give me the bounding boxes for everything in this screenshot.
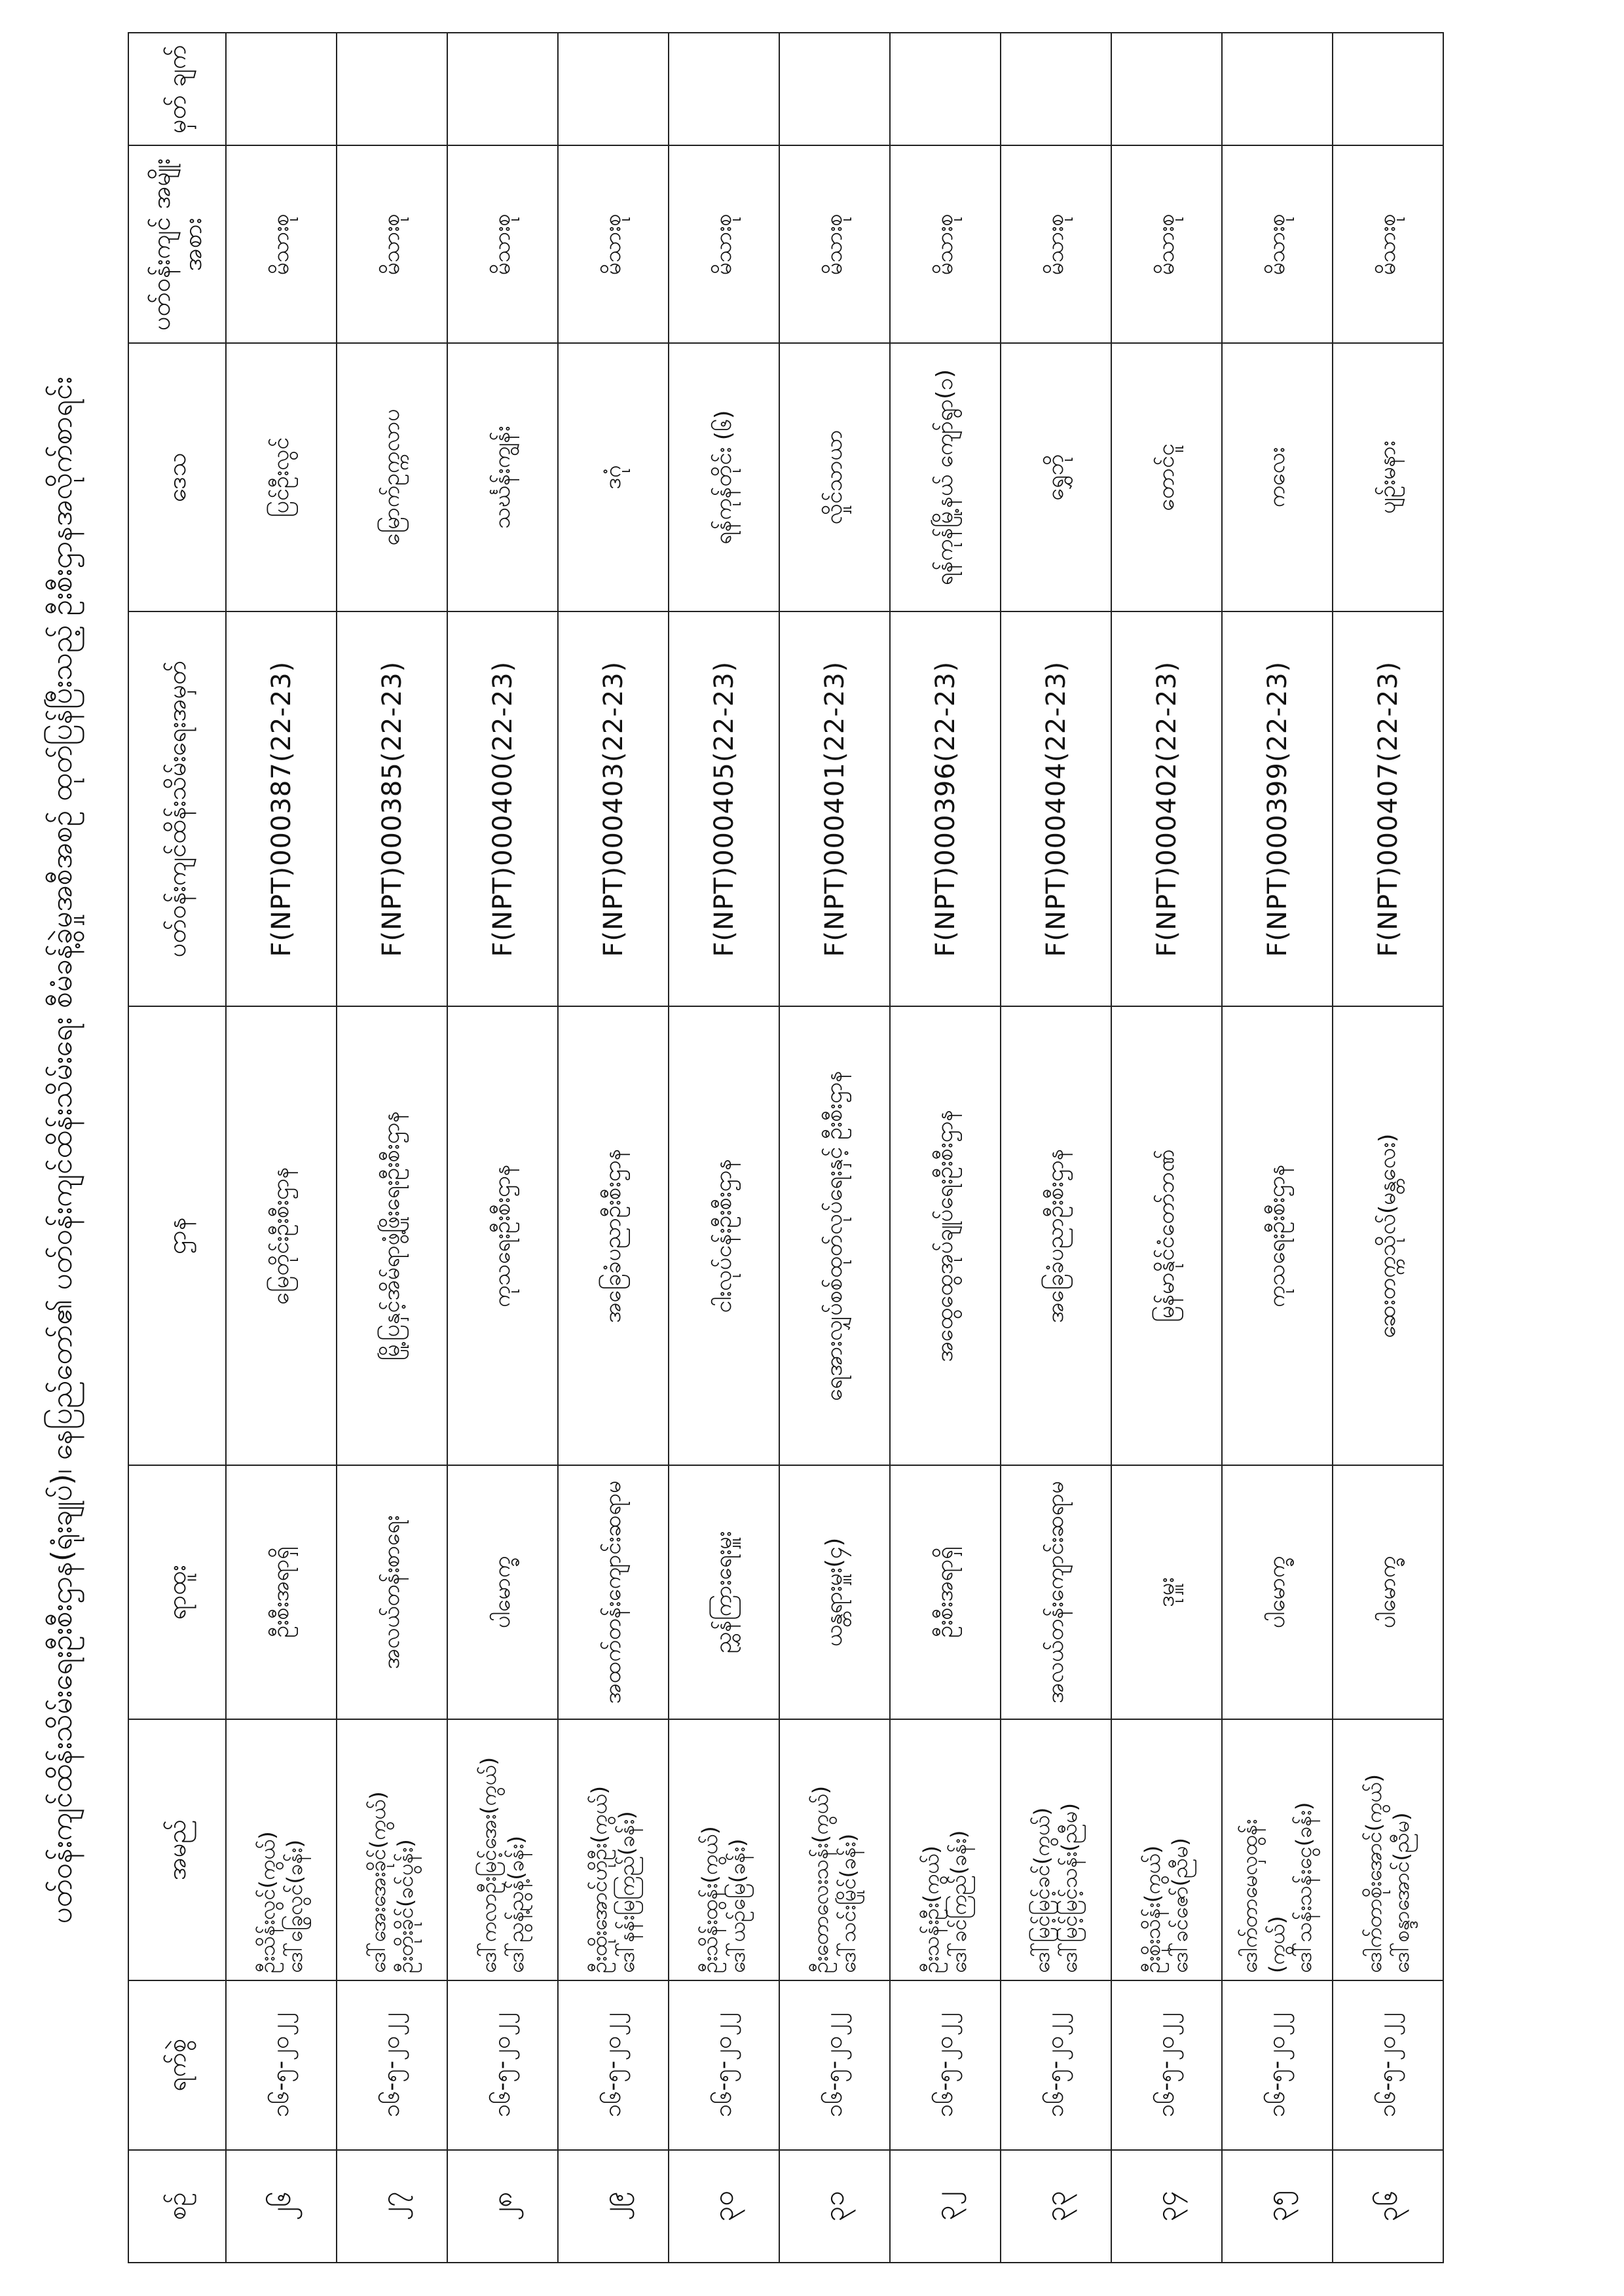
location-cell: မြေတိုင်းဦးစီးဌာန bbox=[226, 1006, 337, 1465]
code-cell: F(NPT)000401(22-23) bbox=[779, 611, 890, 1007]
row-number-cell: ၃၂ bbox=[890, 2150, 1001, 2263]
category-cell: ပါမောက္ခ bbox=[1333, 1465, 1443, 1719]
names-cell bbox=[669, 1719, 779, 1980]
name-line: ဒေါ်နန်းမြကြည်(ခန်း) bbox=[614, 1811, 639, 1973]
category-cell: ယန္တရားမှူး(၄) bbox=[779, 1465, 890, 1719]
date-cell: ၁၆-၅-၂၀၂၂ bbox=[1333, 1980, 1443, 2150]
names-cell bbox=[779, 1719, 890, 1980]
date-cell: ၁၆-၅-၂၀၂၂ bbox=[337, 1980, 447, 2150]
name-line: ဒေါက်တာမေလှထွန်း bbox=[1237, 1819, 1263, 1973]
name-line: ဒေါ်ခင်ဇော်(ညီမ) bbox=[1167, 1838, 1192, 1973]
location-cell: ငါးလုပ်ငန်းဦးစီးဌာန bbox=[669, 1006, 779, 1465]
table-row bbox=[779, 33, 890, 2263]
names-cell bbox=[890, 1719, 1001, 1980]
location-cell: အခြေခံပညာဦးစီးဌာန bbox=[1001, 1006, 1111, 1465]
name-line: ဦးသိန်းလွင်(ကွယ်) bbox=[254, 1831, 280, 1973]
status-cell: မိသားစု bbox=[447, 146, 558, 344]
table-row bbox=[1222, 33, 1333, 2263]
location-cell: ကုသရေးဦးစီးဌာန bbox=[447, 1006, 558, 1465]
location-cell: ရေအားလျှပ်စစ်ထုတ်လုပ်ရေးနှင့် ဦးစီးဌာန bbox=[779, 1006, 890, 1465]
row-number-cell: ၃၄ bbox=[1111, 2150, 1222, 2263]
date-cell: ၁၆-၅-၂၀၂၂ bbox=[447, 1980, 558, 2150]
township-cell: ကလေး bbox=[1222, 343, 1333, 611]
date-cell: ၁၆-၅-၂၀၂၂ bbox=[779, 1980, 890, 2150]
name-line: (ကွယ်) bbox=[1264, 1916, 1289, 1973]
table-row bbox=[447, 33, 558, 2263]
name-line: ဒေါ်ခြွေလွင်(ခန်း) bbox=[282, 1839, 307, 1973]
table-header-row bbox=[128, 33, 226, 2263]
location-cell: အထွေထွေအုပ်ချုပ်ရေးဦးစီးဌာန bbox=[890, 1006, 1001, 1465]
status-cell: မိသားစု bbox=[1333, 146, 1443, 344]
row-number-cell: ၃၁ bbox=[779, 2150, 890, 2263]
category-cell: အလယ်တန်းစာရေး bbox=[337, 1465, 447, 1719]
township-cell: လှိုင်သာယာ bbox=[779, 343, 890, 611]
row-number-cell: ၃၃ bbox=[1001, 2150, 1111, 2263]
remark-cell bbox=[1333, 33, 1443, 146]
location-cell: မြန်မာနိုင်ငံတော်ဘဏ် bbox=[1111, 1006, 1222, 1465]
status-cell: မိသားစု bbox=[890, 146, 1001, 344]
category-cell: ပါမောက္ခ bbox=[447, 1465, 558, 1719]
remark-cell bbox=[447, 33, 558, 146]
township-cell: ရွှေဘို bbox=[1001, 343, 1111, 611]
name-line: ဒေါ်ယဉ်မြေ(ခန်း) bbox=[724, 1838, 750, 1973]
name-line: ဒေါ်သင်းမြိုင်(ခန်း) bbox=[835, 1833, 860, 1973]
remark-cell bbox=[337, 33, 447, 146]
remark-cell bbox=[779, 33, 890, 146]
code-cell: F(NPT)000405(22-23) bbox=[669, 611, 779, 1007]
status-cell: မိသားစု bbox=[1222, 146, 1333, 344]
township-cell: ပြင်ဦးလွင် bbox=[226, 343, 337, 611]
header-category: ရာထူး bbox=[128, 1465, 226, 1719]
table-row bbox=[890, 33, 1001, 2263]
names-cell bbox=[1222, 1719, 1333, 1980]
name-line: ဒေါ်ခင်ကြည်(ခန်း) bbox=[946, 1830, 971, 1973]
category-cell: ညွှန်ကြားရေးမှူး bbox=[669, 1465, 779, 1719]
table-row bbox=[1333, 33, 1443, 2263]
name-line: ဒေါ်မြင့်မြင့်ခင်(ကွယ်) bbox=[1029, 1807, 1054, 1973]
header-date: ရက်စွဲ bbox=[128, 1980, 226, 2150]
remark-cell bbox=[1001, 33, 1111, 146]
status-cell: မိသားစု bbox=[558, 146, 669, 344]
header-location: ဌာန bbox=[128, 1006, 226, 1465]
date-cell: ၁၆-၅-၂၀၂၂ bbox=[558, 1980, 669, 2150]
table-row bbox=[1001, 33, 1111, 2263]
remark-cell bbox=[558, 33, 669, 146]
township-cell: သင်္ဃန်းကျွန်း bbox=[447, 343, 558, 611]
date-cell: ၁၆-၅-၂၀၂၂ bbox=[1222, 1980, 1333, 2150]
code-cell: F(NPT)000399(22-23) bbox=[1222, 611, 1333, 1007]
names-cell bbox=[1333, 1719, 1443, 1980]
remark-cell bbox=[226, 33, 337, 146]
remark-cell bbox=[669, 33, 779, 146]
name-line: ဒေါ်အေးအေးခိုင်(ကွယ်) bbox=[365, 1791, 390, 1973]
name-line: ဒေါက်တာစိုးအောင်(ကွယ်) bbox=[1361, 1774, 1386, 1973]
code-cell: F(NPT)000404(22-23) bbox=[1001, 611, 1111, 1007]
name-line: ဒေါ်မြင့်မြင့်သန်း(ညီမ) bbox=[1056, 1803, 1082, 1973]
date-cell: ၁၆-၅-၂၀၂၂ bbox=[669, 1980, 779, 2150]
date-cell: ၁၆-၅-၂၀၂၂ bbox=[226, 1980, 337, 2150]
township-cell: တောင်ငူ bbox=[1111, 343, 1222, 611]
township-cell: ရန်ကုန်မြို့နယ် ကျော်ရွာ(၁) bbox=[890, 343, 1001, 611]
names-cell bbox=[337, 1719, 447, 1980]
row-number-cell: ၂၇ bbox=[337, 2150, 447, 2263]
code-cell: F(NPT)000400(22-23) bbox=[447, 611, 558, 1007]
names-cell bbox=[447, 1719, 558, 1980]
document-title: ပတ်ဝန်းကျင်ထိန်းသိမ်းရေးဦးစီးဌာန(ရုံးချုပ်)၊ နေပြည်တော်၏ ပတ်ဝန်းကျင်ထိန်းသိမ်းရေး စီမံခန့်ခွဲမှုအစီအစဉ် ထုတ်ပြန်ပြီးသည့် ဦးစီးဌာနအလိုက်စာရင်း bbox=[45, 376, 79, 1924]
table-row bbox=[337, 33, 447, 2263]
table-row bbox=[669, 33, 779, 2263]
name-line: ဦးသိန်းထွန်း(ကွယ်) bbox=[697, 1826, 722, 1973]
location-cell: မြို့ပြနှင့်အိမ်ရာဖွံ့ဖြိုးရေးဦးစီးဌာန bbox=[337, 1006, 447, 1465]
location-cell: ကုသရေးဦးစီးဌာန bbox=[1222, 1006, 1333, 1465]
names-cell bbox=[1111, 1719, 1222, 1980]
location-cell: အခြေခံပညာဦးစီးဌာန bbox=[558, 1006, 669, 1465]
header-status: ပတ်ဝန်းကျင် အမျိုးအစား bbox=[128, 146, 226, 344]
status-cell: မိသားစု bbox=[226, 146, 337, 344]
category-cell: ဒုမှူး bbox=[1111, 1465, 1222, 1719]
code-cell: F(NPT)000402(22-23) bbox=[1111, 611, 1222, 1007]
names-cell bbox=[226, 1719, 337, 1980]
status-cell: မိသားစု bbox=[779, 146, 890, 344]
location-cell: ဆေးတက္ကသိုလ်(မန္တလေး) bbox=[1333, 1006, 1443, 1465]
status-cell: မိသားစု bbox=[1111, 146, 1222, 344]
township-cell: ရန်ကုန်တိုင်း (၆) bbox=[669, 343, 779, 611]
names-cell bbox=[1001, 1719, 1111, 1980]
name-line: ဒေါ်ကလာဦးမြင့်အေး(ကွယ်) bbox=[475, 1757, 501, 1973]
remark-cell bbox=[890, 33, 1001, 146]
township-cell: ပျဉ်းမနား bbox=[1333, 343, 1443, 611]
names-cell bbox=[558, 1719, 669, 1980]
date-cell: ၁၆-၅-၂၀၂၂ bbox=[1111, 1980, 1222, 2150]
code-cell: F(NPT)000387(22-23) bbox=[226, 611, 337, 1007]
row-number-cell: ၂၉ bbox=[558, 2150, 669, 2263]
status-cell: မိသားစု bbox=[1001, 146, 1111, 344]
category-cell: ဦးစီးအရာရှိ bbox=[226, 1465, 337, 1719]
header-township: ဒေသ bbox=[128, 343, 226, 611]
name-line: ဒေါ်ညွန့်ညွန့်(ခန်း) bbox=[503, 1835, 528, 1973]
table-row bbox=[226, 33, 337, 2263]
name-line: ဦးစိုးသိန်း(ကွယ်) bbox=[1139, 1845, 1165, 1973]
township-cell: မြောက်ဥက္ကလာပ bbox=[337, 343, 447, 611]
row-number-cell: ၂၈ bbox=[447, 2150, 558, 2263]
status-cell: မိသားစု bbox=[337, 146, 447, 344]
name-line: ဦးတောလေးသန်း(ကွယ်) bbox=[807, 1785, 833, 1973]
name-line: ဒေါ်သန်းသန်းငွေ(ခန်း) bbox=[1291, 1802, 1317, 1973]
remark-cell bbox=[1222, 33, 1333, 146]
header-remark: မှတ် ချက် bbox=[128, 33, 226, 146]
category-cell: အလယ်တန်းကျောင်းဆရာမ bbox=[1001, 1465, 1111, 1719]
header-names: အမည် bbox=[128, 1719, 226, 1980]
status-cell: မိသားစု bbox=[669, 146, 779, 344]
row-number-cell: ၃၀ bbox=[669, 2150, 779, 2263]
name-line: ဦးတိုးခိုင်(ခင်ပွန်း) bbox=[392, 1839, 418, 1973]
row-number-cell: ၃၆ bbox=[1333, 2150, 1443, 2263]
header-code: ပတ်ဝန်းကျင်ထိန်းသိမ်းရေးအမှတ် bbox=[128, 611, 226, 1007]
code-cell: F(NPT)000407(22-23) bbox=[1333, 611, 1443, 1007]
table-row bbox=[558, 33, 669, 2263]
header-no: စဉ် bbox=[128, 2150, 226, 2263]
category-cell: ပါမောက္ခ bbox=[1222, 1465, 1333, 1719]
code-cell: F(NPT)000403(22-23) bbox=[558, 611, 669, 1007]
name-line: ဦးသန်းဦး(ကွယ်) bbox=[918, 1846, 944, 1973]
code-cell: F(NPT)000385(22-23) bbox=[337, 611, 447, 1007]
code-cell: F(NPT)000396(22-23) bbox=[890, 611, 1001, 1007]
table-row bbox=[1111, 33, 1222, 2263]
table-body bbox=[226, 33, 1443, 2263]
row-number-cell: ၃၅ bbox=[1222, 2150, 1333, 2263]
category-cell: အထက်တန်းကျောင်းဆရာမ bbox=[558, 1465, 669, 1719]
name-line: ဒေါ်စန္ဒာအောင်(ညီမ) bbox=[1388, 1812, 1414, 1973]
remark-cell bbox=[1111, 33, 1222, 146]
name-line: ဦးထိုးအောင်ဟိုဦး(ကွယ်) bbox=[586, 1786, 612, 1973]
date-cell: ၁၆-၅-၂၀၂၂ bbox=[1001, 1980, 1111, 2150]
township-cell: ဒဂုံ bbox=[558, 343, 669, 611]
row-number-cell: ၂၆ bbox=[226, 2150, 337, 2263]
date-cell: ၁၆-၅-၂၀၂၂ bbox=[890, 1980, 1001, 2150]
records-table bbox=[128, 32, 1444, 2263]
category-cell: ဦးစီးအရာရှိ bbox=[890, 1465, 1001, 1719]
